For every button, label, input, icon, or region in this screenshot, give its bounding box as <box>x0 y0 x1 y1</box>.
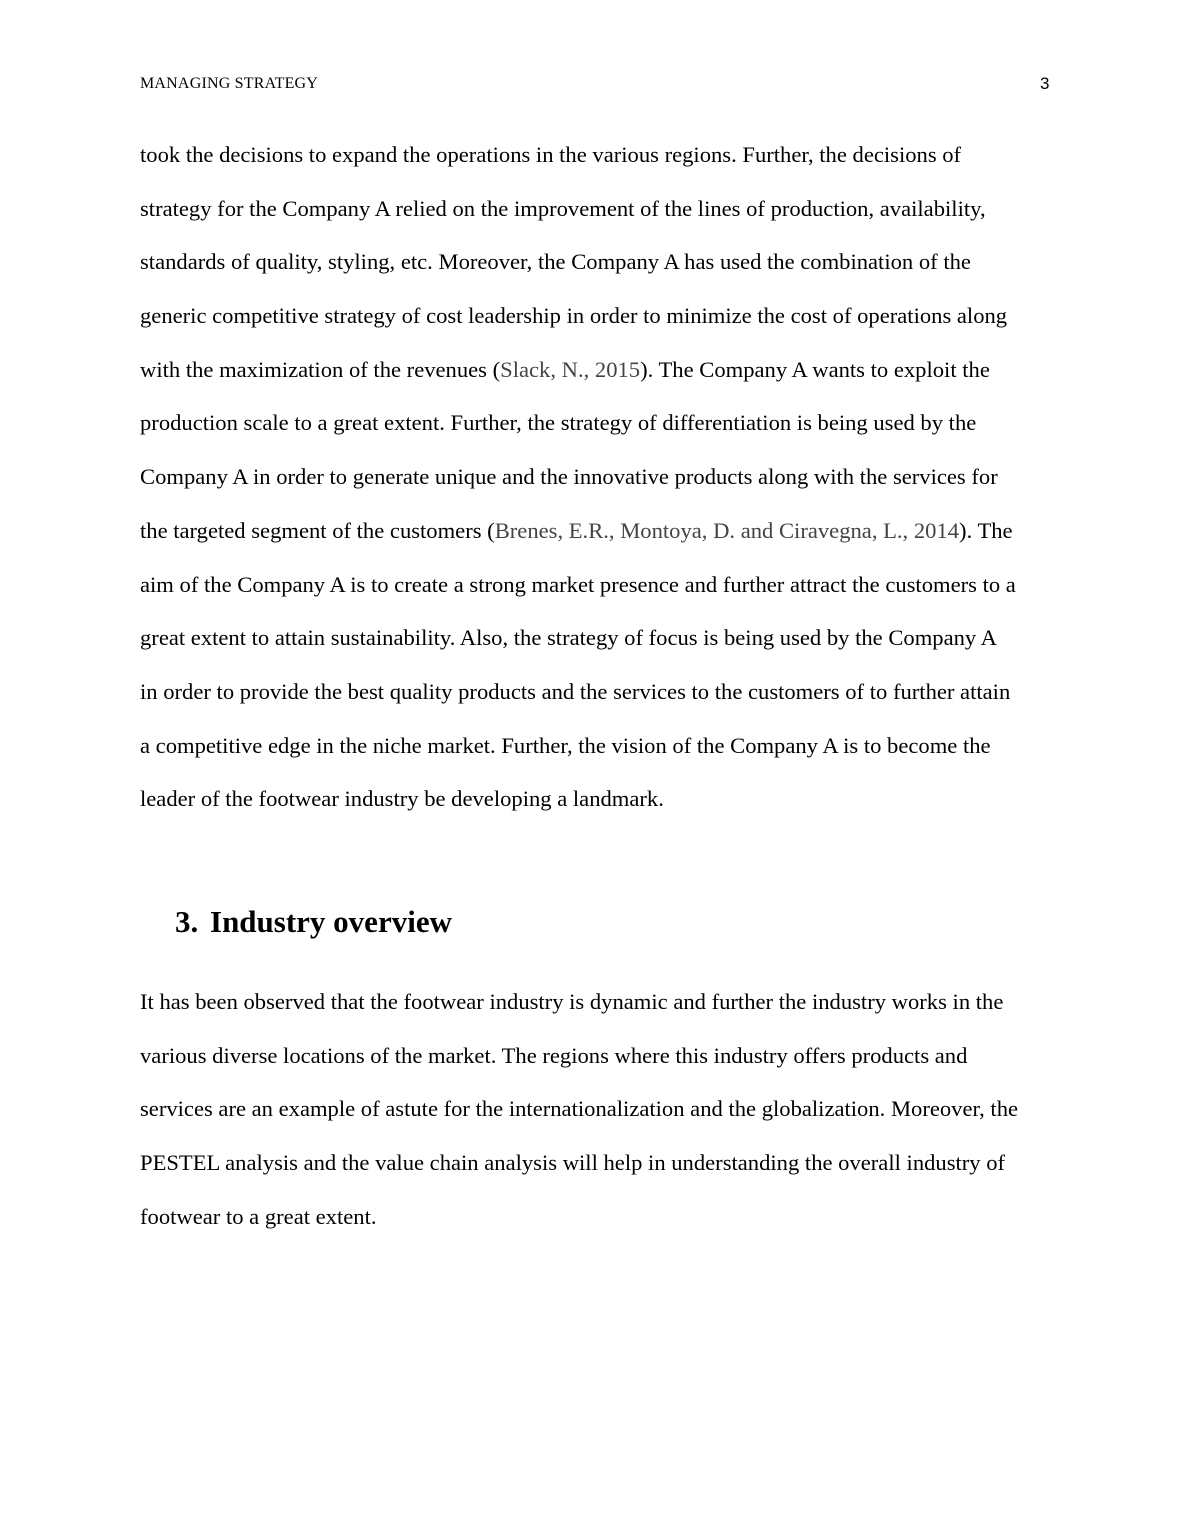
text-line: standards of quality, styling, etc. Moreover, the Company A has used the combination of the <box>140 249 971 275</box>
body-paragraph-1 <box>140 142 1060 840</box>
text-line: great extent to attain sustainability. Also, the strategy of focus is being used by the Company A <box>140 625 997 651</box>
text: ). The <box>959 517 1013 543</box>
text-line: production scale to a great extent. Further, the strategy of differentiation is being used by the <box>140 410 977 436</box>
page-number: 3 <box>1040 74 1050 93</box>
text-line: took the decisions to expand the operations in the various regions. Further, the decisions of <box>140 142 962 167</box>
running-head: MANAGING STRATEGY <box>140 75 319 92</box>
text-line: services are an example of astute for the internationalization and the globalization. Moreover, the <box>140 1096 1019 1122</box>
text-line: in order to provide the best quality products and the services to the customers of to further attain <box>140 678 1011 704</box>
text-line <box>140 357 1060 411</box>
text-line: various diverse locations of the market. The regions where this industry offers products and <box>140 1042 968 1068</box>
section-number: 3. <box>175 904 199 939</box>
text-line <box>140 518 1060 572</box>
citation: Slack, N., 2015 <box>500 356 641 382</box>
text: ). The Company A wants to exploit the <box>640 356 990 382</box>
body-paragraph-2 <box>140 989 1060 1257</box>
text-line: strategy for the Company A relied on the improvement of the lines of production, availability, <box>140 195 986 221</box>
text-line: It has been observed that the footwear industry is dynamic and further the industry works in the <box>140 989 1004 1014</box>
section-title: Industry overview <box>210 904 452 939</box>
text-line: Company A in order to generate unique and the innovative products along with the services for <box>140 464 998 490</box>
text-line: leader of the footwear industry be developing a landmark. <box>140 786 664 812</box>
text-line: generic competitive strategy of cost leadership in order to minimize the cost of operations along <box>140 303 1008 329</box>
text-line: aim of the Company A is to create a strong market presence and further attract the customers to a <box>140 571 1016 597</box>
citation: Brenes, E.R., Montoya, D. and Ciravegna, L., 2014 <box>494 517 960 543</box>
text-line: PESTEL analysis and the value chain analysis will help in understanding the overall industry of <box>140 1150 1006 1176</box>
text-line: a competitive edge in the niche market. Further, the vision of the Company A is to become the <box>140 732 991 758</box>
text: the targeted segment of the customers ( <box>140 517 495 543</box>
section-heading <box>175 904 452 940</box>
text-line: footwear to a great extent. <box>140 1203 377 1229</box>
text: with the maximization of the revenues ( <box>140 356 501 382</box>
